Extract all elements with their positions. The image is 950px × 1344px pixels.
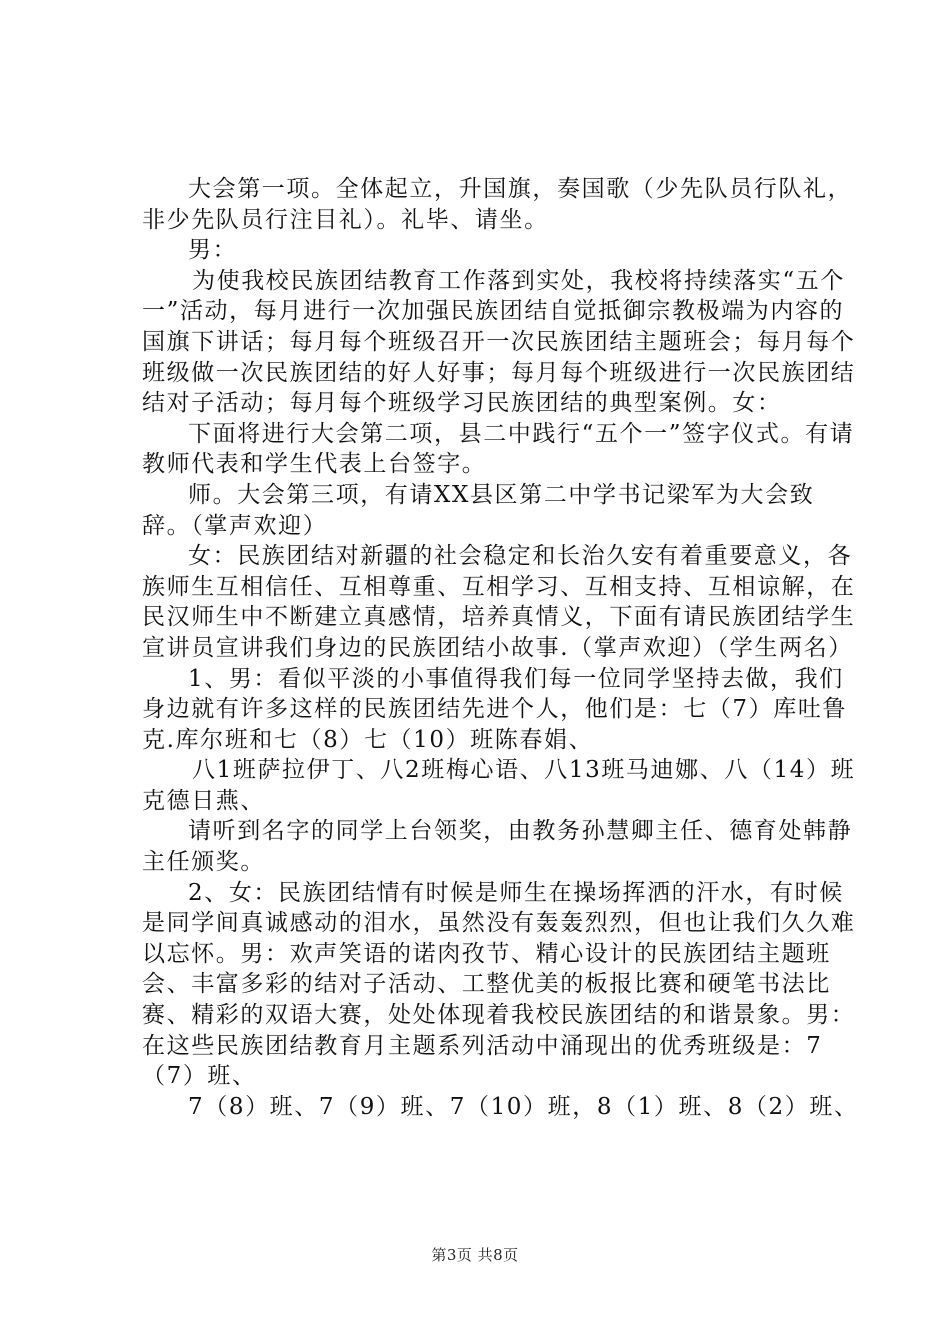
paragraph-10: 2、女：民族团结情有时候是师生在操场挥洒的汗水，有时候是同学间真诚感动的泪水，虽然没有轰轰烈烈，但也让我们久久难以忘怀。男：欢声笑语的诺肉孜节、精心设计的民族团结主题班会、丰富多彩的结对子活动、工整优美的板报比赛和硬笔书法比赛、精彩的双语大赛，处处体现着我校民族团结的和谐景象。男：在这些民族团结教育月主题系列活动中涌现出的优秀班级是：7（7）班、 [142, 879, 856, 1090]
paragraph-5: 师。大会第三项，有请XX县区第二中学书记梁军为大会致辞。（掌声欢迎） [142, 481, 815, 539]
page-number-footer: 第3页 共8页 [431, 1246, 519, 1264]
document-body [142, 174, 862, 1122]
paragraph-1: 大会第一项。全体起立，升国旗，奏国歌（少先队员行队礼，非少先队员行注目礼）。礼毕、请坐。 [142, 176, 853, 233]
paragraph-2: 男： [188, 237, 238, 264]
paragraph-4: 下面将进行大会第二项，县二中践行“五个一”签字仪式。有请教师代表和学生代表上台签字。 [142, 420, 855, 478]
paragraph-7: 1、男：看似平淡的小事值得我们每一位同学坚持去做，我们身边就有许多这样的民族团结先进个人，他们是：七（7）库吐鲁克.库尔班和七（8）七（10）班陈春娟、 [142, 665, 848, 753]
paragraph-11: 7（8）班、7（9）班、7（10）班，8（1）班、8（2）班、 [188, 1093, 859, 1120]
paragraph-8: 八1班萨拉伊丁、八2班梅心语、八13班马迪娜、八（14）班克德日燕、 [142, 757, 856, 814]
paragraph-3: 为使我校民族团结教育工作落到实处，我校将持续落实“五个一”活动，每月进行一次加强民族团结自觉抵御宗教极端为内容的国旗下讲话；每月每个班级召开一次民族团结主题班会；每月每个班级做一次民族团结的好人好事；每月每个班级进行一次民族团结结对子活动；每月每个班级学习民族团结的典型案例。女： [142, 267, 856, 417]
paragraph-9: 请听到名字的同学上台领奖，由教务孙慧卿主任、德育处韩静主任颁奖。 [142, 818, 853, 876]
paragraph-6: 女：民族团结对新疆的社会稳定和长治久安有着重要意义，各族师生互相信任、互相尊重、互相学习、互相支持、互相谅解，在民汉师生中不断建立真感情，培养真情义，下面有请民族团结学生宣讲员宣讲我们身边的民族团结小故事.（掌声欢迎）（学生两名） [142, 543, 856, 661]
